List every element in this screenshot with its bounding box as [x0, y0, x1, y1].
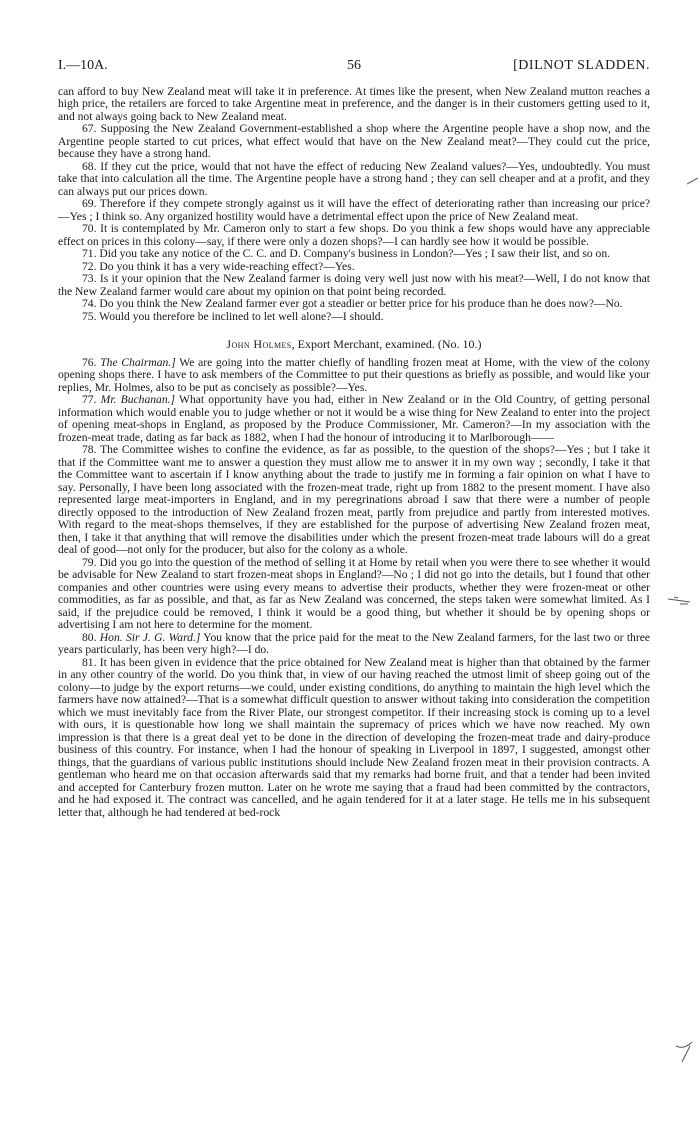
question-text: Did you go into the question of the method of selling it at Home by retail when you were there to see whether it would be advisable for New Zealand to start frozen-meat shops in England?—No ; I did not go into the details, but I found that other companies and other countries were using every means to advertise their products, whether they were frozen-meat or other commodities, as far as possible, and that, as far as New Zealand was concerned, the steps taken were somewhat limited. As I said, if the prejudice could be removed, I think it would be a good thing, but whether it should be by opening shops or advertising I am not here to determine for the moment.: [58, 555, 651, 631]
question-71: 71. Did you take any notice of the C. C. and D. Company's business in London?—Yes ; I saw their list, and so on.: [82, 247, 611, 260]
speaker: The Chairman.]: [100, 355, 176, 369]
question-79: [58, 557, 650, 632]
question-81: [58, 657, 650, 820]
questions-group-b: [58, 357, 650, 820]
question-number: 80.: [82, 630, 97, 644]
question-74: 74. Do you think the New Zealand farmer ever got a steadier or better price for his produce than he does now?—No.: [82, 297, 623, 310]
witness-name: John Holmes: [226, 337, 292, 351]
question-number: 76.: [82, 355, 97, 369]
question-75: 75. Would you therefore be inclined to let well alone?—I should.: [82, 309, 384, 323]
margin-pencil-mark: [686, 174, 700, 188]
question-80: [58, 632, 650, 657]
witness-heading: [58, 338, 650, 351]
continued-answer: can afford to buy New Zealand meat will take it in preference. At times like the present, when New Zealand mutton reaches a high price, the retailers are forced to take Argentine meat in preference, and the danger is in their customers getting used to it, and not always going back to New Zealand meat.: [58, 84, 650, 123]
speaker: Hon. Sir J. G. Ward.]: [99, 630, 201, 644]
question-number: 77.: [82, 393, 97, 406]
question-77: [58, 394, 650, 444]
page-header: [58, 60, 650, 73]
margin-pencil-mark: [672, 1036, 698, 1066]
document-page: [58, 60, 650, 819]
question-67: 67. Supposing the New Zealand Government-established a shop where the Argentine people have a shop now, and the Argentine people started to cut prices, what effect would that have on the New Zealand meat?—They could cut the price, because they have a strong hand.: [58, 122, 650, 160]
question-72: 72. Do you think it has a very wide-reaching effect?—Yes.: [82, 259, 355, 273]
witness-running-head: [DILNOT SLADDEN.: [513, 58, 650, 73]
question-text: The Committee wishes to confine the evidence, as far as possible, to the question of the shops?—Yes ; but I take it that if the Committee want me to answer a question they must allow me to answer it in my own way ; secondly, I take it that the Committee want to ascertain if I know anything about the trade to justify me in forming a fair opinion on what I have to say. Personally, I have been long associated with the frozen-meat trade, right up from 1882 to the present moment. I have also represented large meat-importers in England, and in my peregrinations abroad I saw that there were a number of people directly opposed to the introduction of New Zealand frozen meat, partly from prejudice and partly from interested motives. With regard to the meat-shops themselves, if they are established for the purpose of advertising New Zealand frozen meat, then, I take it that anything that will remove the disabilities under which the present frozen-meat trade labours will do a great deal of good—not only for the producer, but also for the colony as a whole.: [58, 443, 650, 556]
margin-pencil-mark: [666, 593, 696, 607]
question-70: 70. It is contemplated by Mr. Cameron only to start a few shops. Do you think a few shops would have any appreciable effect on prices in this colony—say, if there were only a dozen shops?—I can hardly see how it would be possible.: [58, 222, 650, 248]
question-73: 73. Is it your opinion that the New Zealand farmer is doing very well just now with his meat?—Well, I do not know that the New Zealand farmer would care about my opinion on that point being recorded.: [58, 272, 650, 298]
paper-number: I.—10A.: [58, 58, 108, 73]
question-text: It has been given in evidence that the price obtained for New Zealand meat is higher than that obtained by the farmer in any other country of the world. Do you think that, in view of our having reached the utmost limit of sheep going out of the colony—to judge by the export returns—we could, under existing conditions, do anything to maintain the high level which the farmers have now attained?—That is a somewhat difficult question to answer without taking into consideration the competition which we must inevitably face from the River Plate, our strongest competitor. If their increasing stock is coming up to a level with ours, it is questionable how long we shall maintain the supremacy of prices which we have now reached. My own impression is that there is a great deal yet to be done in the direction of developing the frozen-meat trade and dairy-produce business of this country. For instance, when I had the honour of speaking in Liverpool in 1897, I suggested, amongst other things, that the guardians of various public institutions should include New Zealand frozen meat in their provision contracts. A gentleman who heard me on that occasion afterwards said that my remarks had borne fruit, and that a tender had been invited and accepted for Canterbury frozen mutton. Later on he wrote me saying that a fraud had been committed by the contractors, and he had exposed it. The contract was cancelled, and he again tendered for it at a later stage. He tells me in his subsequent letter that, although he had tendered at bed-rock: [58, 655, 650, 819]
question-text: What opportunity have you had, either in New Zealand or in the Old Country, of getting personal information which would enable you to judge whether or not it would be a wise thing for New Zealand to enter into the project of opening meat-shops in England, as proposed by the Produce Commissioner, Mr. Cameron?—In my association with the frozen-meat trade, dating as far back as 1882, when I had the honour of introducing it to Marlborough——: [58, 393, 650, 444]
question-text: You know that the price paid for the meat to the New Zealand farmers, for the last two or three years particularly, has been very high?—I do.: [58, 630, 650, 656]
question-69: 69. Therefore if they compete strongly against us it will have the effect of deteriorating rather than increasing our price?—Yes ; I think so. Any organized hostility would have a detrimental effect upon the price of New Zealand meat.: [58, 197, 650, 223]
questions-group-a: [58, 123, 650, 323]
question-number: 79.: [82, 555, 97, 569]
page-number: 56: [346, 58, 361, 73]
question-78: [58, 444, 650, 557]
witness-description: , Export Merchant, examined. (No. 10.): [291, 337, 482, 351]
question-68: 68. If they cut the price, would that not have the effect of reducing New Zealand values?—Yes, undoubtedly. You must take that into calculation all the time. The Argentine people have a strong hand ; they can sell cheaper and at a profit, and they can always put our prices down.: [58, 159, 650, 198]
question-number: 78.: [82, 443, 97, 456]
question-text: We are going into the matter chiefly of handling frozen meat at Home, with the view of the colony opening shops there. I have to ask members of the Committee to put their questions as briefly as possible, and would like your replies, Mr. Holmes, also to be put as concisely as possible?—Yes.: [58, 355, 650, 394]
question-number: 81.: [82, 655, 97, 669]
question-76: [58, 357, 650, 395]
speaker: Mr. Buchanan.]: [100, 393, 176, 406]
